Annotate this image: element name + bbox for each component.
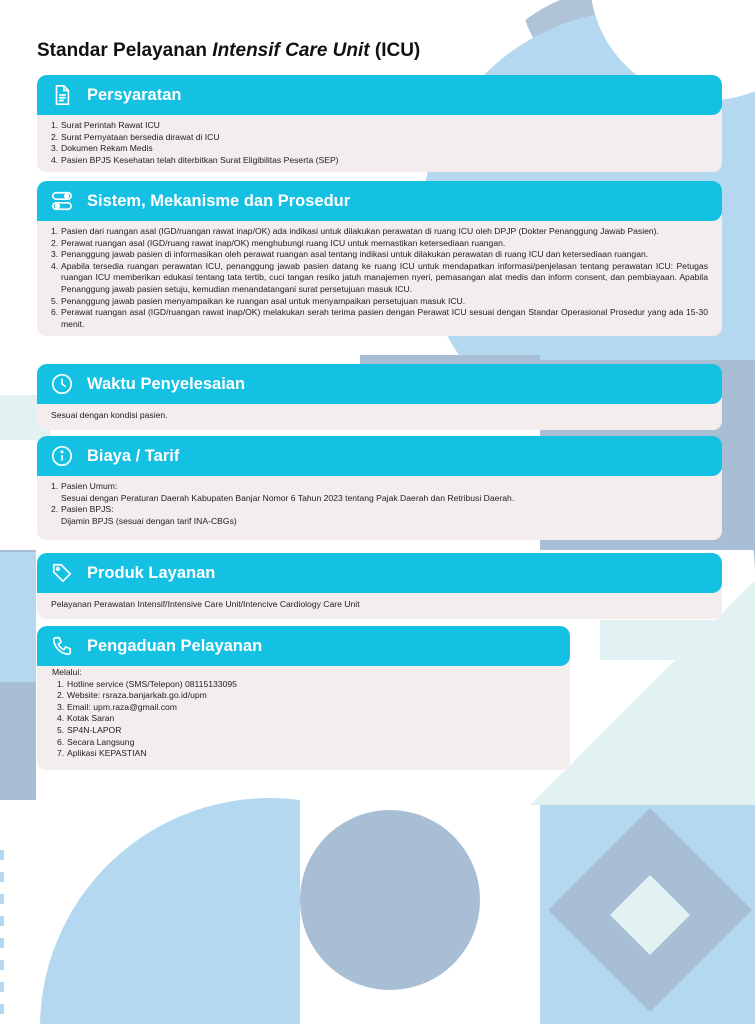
section-body [37,108,722,172]
list-item [51,296,708,308]
page-title [37,40,420,62]
clock-icon [51,373,73,395]
list-item-text: Perawat ruangan asal (IGD/ruang rawat inap/OK) menghubungi ruang ICU untuk memastikan ketersediaan ruangan. [61,237,506,248]
section-produk [37,553,722,619]
list-item-text: Hotline service (SMS/Telepon) 08115133095 [67,678,237,689]
list-item-text: Pasien BPJS Kesehatan telah diterbitkan Surat Eligibilitas Peserta (SEP) [61,154,339,165]
list-item [51,155,708,167]
tag-icon [51,562,73,584]
list-item-number: 2. [51,237,59,248]
list-item-number: 3. [57,701,65,712]
list-item-text: Aplikasi KEPASTIAN [67,748,147,759]
list-item-text: Pasien dari ruangan asal (IGD/ruangan rawat inap/OK) ada indikasi untuk dilakukan perawatan di ruang ICU oleh DPJP (Dokter Penanggung Jawab Pasien). [61,226,659,236]
section-waktu [37,364,722,430]
section-header [37,181,722,221]
procedure-list [51,226,708,330]
list-item [51,143,708,155]
section-body [37,214,722,336]
fee-list [51,481,708,527]
list-item-number: 3. [51,143,59,154]
list-item-number: 3. [51,249,59,260]
list-item-number: 2. [57,690,65,701]
section-pengaduan [37,626,570,770]
list-item-number: 1. [51,120,59,130]
section-header [37,75,722,115]
list-item-text: Pasien BPJS: [61,504,114,515]
list-item [57,725,556,737]
complaint-channel-list [52,679,556,760]
list-item-number: 2. [51,131,59,142]
list-item-number: 4. [51,260,59,271]
section-header [37,436,722,476]
list-item-number: 1. [51,481,59,491]
list-item [51,307,708,330]
list-item-text: Dokumen Rekam Medis [61,143,153,154]
flow-icon [51,190,73,212]
list-item [57,737,556,749]
section-biaya [37,436,722,540]
list-item-detail: Dijamin BPJS (sesuai dengan tarif INA-CBGs) [61,515,237,526]
document-icon [51,84,73,106]
list-item [57,690,556,702]
section-title: Persyaratan [87,85,182,104]
list-item [57,702,556,714]
list-item-text: SP4N-LAPOR [67,724,122,735]
title-suffix: (ICU) [369,40,421,61]
section-persyaratan [37,75,722,172]
list-item [51,504,708,527]
list-item-text: Apabila tersedia ruangan perawatan ICU, penanggung jawab pasien datang ke ruang ICU untuk mendapatkan informasi/penjelasan tentang perawatan ICU: Petugas ruangan ICU memberikan edukasi tentang tata tertib, cuci tangan resiko jatuh manajemen nyeri, pemasangan alat medis dan inform consent, dan pembiayaan. Apabila Penanggung jawab pasien setuju, kemudian menandatangani surat persetujuan masuk ICU. [61,260,708,294]
list-item-number: 4. [57,713,65,724]
list-item-number: 7. [57,748,65,759]
list-item-number: 5. [51,295,59,306]
section-title: Sistem, Mekanisme dan Prosedur [87,191,351,210]
list-item-text: Perawat ruangan asal (IGD/ruangan rawat inap/OK) melakukan serah terima pasien dengan Perawat ICU sesuai dengan Standar Operasional Prosedur yang ada 15-30 menit. [61,307,708,329]
list-item-number: 2. [51,504,59,515]
phone-icon [51,635,73,657]
section-body [37,469,722,540]
section-title: Biaya / Tarif [87,446,180,465]
section-title: Pengaduan Pelayanan [87,636,263,655]
section-title: Waktu Penyelesaian [87,374,246,393]
list-item-number: 6. [57,736,65,747]
list-item-number: 1. [51,226,59,236]
list-item-text: Email: upm.raza@gmail.com [67,701,177,712]
product-text: Pelayanan Perawatan Intensif/Intensive Care Unit/Intencive Cardiology Care Unit [51,599,360,609]
title-prefix: Standar Pelayanan [37,40,213,61]
list-item-text: Secara Langsung [67,736,135,747]
list-item-number: 5. [57,724,65,735]
section-sistem [37,181,722,336]
list-item-detail: Sesuai dengan Peraturan Daerah Kabupaten Banjar Nomor 6 Tahun 2023 tentang Pajak Daerah dan Retribusi Daerah. [61,492,515,503]
section-header [37,553,722,593]
list-item [51,226,708,238]
list-item [57,679,556,691]
list-item-number: 4. [51,154,59,165]
info-icon [51,445,73,467]
section-title: Produk Layanan [87,563,216,582]
list-item-number: 1. [57,678,65,689]
list-item-text: Surat Perintah Rawat ICU [61,120,160,130]
list-item [51,120,708,132]
title-italic: Intensif Care Unit [212,40,370,61]
list-item [51,249,708,261]
list-item-text: Penanggung jawab pasien di informasikan oleh perawat ruangan asal tentang indikasi untuk dilakukan perawatan di ruang ICU dan ketersediaan ruangan. [61,249,649,260]
list-item [51,261,708,296]
list-item [51,238,708,250]
list-item-text: Website: rsraza.banjarkab.go.id/upm [67,690,207,701]
list-item-text: Penanggung jawab pasien menyampaikan ke ruangan asal untuk menyampaikan persetujuan masuk ICU. [61,295,466,306]
complaint-intro: Melalui: [52,667,82,677]
completion-time-text: Sesuai dengan kondisi pasien. [51,410,168,420]
section-header [37,364,722,404]
list-item [57,713,556,725]
list-item [51,481,708,504]
requirements-list [51,120,708,166]
list-item [51,132,708,144]
section-body [37,659,570,770]
list-item-text: Surat Pernyataan bersedia dirawat di ICU [61,131,220,142]
list-item [57,748,556,760]
list-item-number: 6. [51,307,59,318]
section-header [37,626,570,666]
list-item-text: Pasien Umum: [61,481,118,491]
list-item-text: Kotak Saran [67,713,115,724]
